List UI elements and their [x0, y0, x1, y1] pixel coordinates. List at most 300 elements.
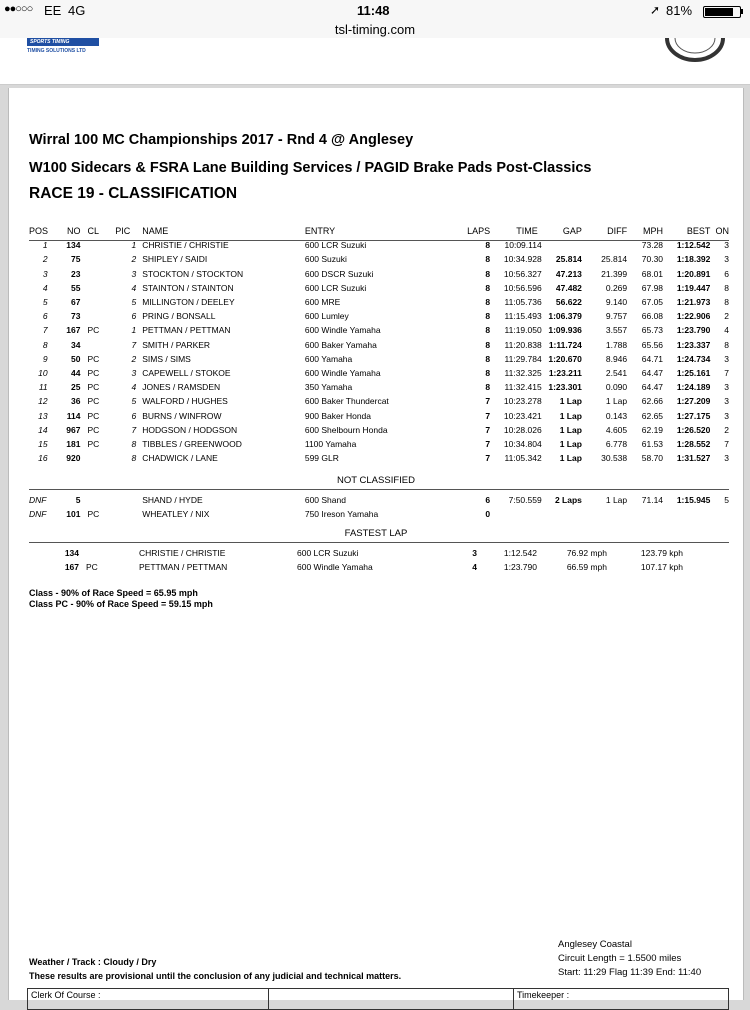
result-row	[29, 338, 729, 352]
result-pic: 3	[131, 368, 137, 379]
result-cl: PC	[87, 368, 100, 379]
battery-percent: 81%	[666, 3, 693, 18]
dnf-pos: DNF	[29, 509, 47, 520]
col-pos: POS	[29, 226, 49, 236]
result-cl: PC	[87, 439, 100, 450]
signature-box	[27, 988, 729, 1010]
result-diff: 30.538	[601, 453, 628, 464]
session-title: RACE 19 - CLASSIFICATION	[29, 185, 238, 202]
result-diff: 9.140	[605, 297, 628, 308]
result-mph: 67.05	[641, 297, 664, 308]
result-best: 1:24.734	[676, 353, 711, 364]
logo-line2: TIMING SOLUTIONS LTD	[27, 48, 86, 54]
result-entry: 600 DSCR Suzuki	[304, 268, 374, 279]
result-on: 2	[724, 311, 729, 322]
result-name: SIMS / SIMS	[142, 353, 191, 364]
signal-icon: ●●○○○	[4, 3, 33, 15]
result-laps: 8	[485, 268, 491, 279]
result-pos: 14	[38, 424, 48, 435]
result-pos: 13	[38, 410, 48, 421]
result-diff: 21.399	[601, 268, 628, 279]
dnf-time: 7:50.559	[508, 495, 542, 505]
dnf-gap	[546, 507, 588, 521]
result-laps: 7	[485, 453, 491, 464]
result-cl	[80, 309, 106, 323]
result-pic: 4	[131, 382, 137, 393]
dnf-no: 5	[75, 495, 81, 505]
result-pos: 7	[42, 325, 48, 336]
dnf-best	[663, 507, 710, 521]
results-table	[29, 224, 729, 465]
result-pos: 10	[38, 368, 48, 379]
result-time: 10:23.278	[503, 396, 542, 407]
fl-kph: 123.79 kph	[640, 548, 683, 558]
result-entry: 600 MRE	[304, 297, 341, 308]
result-laps: 8	[485, 311, 491, 322]
result-pos: 3	[42, 268, 48, 279]
result-laps: 7	[485, 439, 491, 450]
result-mph: 62.65	[641, 410, 664, 421]
not-classified-row	[29, 507, 729, 521]
result-on: 3	[724, 396, 729, 407]
result-best: 1:24.189	[676, 382, 711, 393]
result-on: 8	[724, 297, 729, 308]
result-laps: 7	[485, 410, 491, 421]
result-mph: 65.73	[641, 325, 664, 336]
result-best: 1:27.175	[676, 410, 711, 421]
url-text: tsl-timing.com	[334, 22, 416, 37]
result-laps: 8	[485, 382, 491, 393]
dnf-mph: 71.14	[641, 495, 664, 505]
result-no: 134	[66, 240, 81, 251]
circuit-name: Anglesey Coastal	[558, 939, 632, 950]
class-title: W100 Sidecars & FSRA Lane Building Services / PAGID Brake Pads Post-Classics	[29, 160, 592, 176]
result-pic: 2	[131, 254, 137, 265]
result-on: 4	[724, 325, 729, 336]
results-header-row	[29, 224, 729, 238]
result-name: CHADWICK / LANE	[142, 453, 218, 464]
result-best: 1:23.790	[676, 325, 711, 336]
result-diff: 1.788	[605, 339, 628, 350]
result-mph: 64.71	[641, 353, 664, 364]
result-entry: 600 Suzuki	[304, 254, 347, 265]
result-laps: 8	[485, 240, 491, 251]
result-on: 7	[724, 439, 729, 450]
result-gap: 1 Lap	[559, 439, 582, 450]
timekeeper-label: Timekeeper :	[517, 990, 570, 1000]
location-icon: ➚	[650, 3, 661, 17]
fastest-lap-row	[29, 546, 729, 560]
result-diff: 0.143	[605, 410, 628, 421]
result-name: PETTMAN / PETTMAN	[142, 325, 231, 336]
result-best: 1:31.527	[676, 453, 711, 464]
fl-cl	[79, 546, 104, 560]
dnf-time	[490, 507, 546, 521]
result-time: 11:32.325	[504, 368, 542, 379]
class-pc-speed-note: Class PC - 90% of Race Speed = 59.15 mph	[29, 599, 213, 609]
dnf-entry: 750 Ireson Yamaha	[304, 509, 379, 520]
fastest-lap-divider	[29, 542, 729, 543]
result-no: 67	[70, 297, 81, 308]
fl-kph: 107.17 kph	[640, 562, 683, 573]
not-classified-heading: NOT CLASSIFIED	[337, 475, 415, 486]
dnf-laps: 0	[485, 509, 491, 520]
page-top-strip	[0, 38, 750, 85]
result-pos: 16	[38, 453, 48, 464]
result-gap: 1 Lap	[559, 453, 582, 464]
result-entry: 900 Baker Honda	[304, 410, 372, 421]
result-diff: 3.557	[605, 325, 628, 336]
dnf-no: 101	[66, 509, 81, 520]
result-pic: 6	[131, 410, 137, 421]
result-gap: 1:09.936	[548, 325, 582, 336]
fl-no: 167	[64, 562, 79, 573]
result-laps: 8	[485, 254, 491, 265]
result-on: 8	[724, 282, 729, 293]
result-time: 10:23.421	[503, 410, 542, 421]
result-cl	[80, 267, 106, 281]
result-on: 3	[724, 254, 729, 265]
result-best: 1:22.906	[676, 311, 711, 322]
dnf-pos: DNF	[29, 495, 47, 505]
fl-time: 1:23.790	[503, 562, 537, 573]
result-laps: 8	[485, 339, 491, 350]
result-gap: 47.213	[555, 268, 582, 279]
dnf-pic-empty	[106, 507, 142, 521]
fl-name: PETTMAN / PETTMAN	[139, 562, 228, 573]
results-sheet	[8, 88, 744, 1000]
result-row	[29, 437, 729, 451]
result-no: 75	[70, 254, 81, 265]
result-gap: 47.482	[555, 282, 582, 293]
result-on: 3	[724, 410, 729, 421]
result-best: 1:23.337	[676, 339, 711, 350]
fastest-lap-heading: FASTEST LAP	[344, 528, 408, 539]
carrier-label: EE	[44, 3, 62, 18]
result-name: CAPEWELL / STOKOE	[142, 368, 231, 379]
result-mph: 68.01	[641, 268, 664, 279]
result-best: 1:25.161	[676, 368, 711, 379]
col-name: NAME	[142, 226, 169, 236]
result-best: 1:19.447	[676, 282, 711, 293]
result-entry: 600 Baker Thundercat	[304, 396, 389, 407]
result-best: 1:12.542	[676, 240, 711, 251]
not-classified-row	[29, 493, 729, 507]
result-pic: 7	[131, 339, 137, 350]
result-gap: 1:11.724	[548, 339, 582, 350]
col-best: BEST	[686, 226, 711, 236]
not-classified-divider	[29, 489, 729, 490]
result-time: 10:34.928	[503, 254, 542, 265]
result-pic: 8	[131, 453, 137, 464]
result-pos: 1	[42, 240, 48, 251]
col-on: ON	[715, 226, 729, 236]
result-gap: 1 Lap	[559, 396, 582, 407]
col-time: TIME	[516, 226, 538, 236]
dnf-mph	[631, 507, 663, 521]
col-cl: CL	[87, 226, 99, 236]
result-best: 1:28.552	[676, 439, 711, 450]
result-row	[29, 380, 729, 394]
dnf-diff	[588, 507, 631, 521]
result-name: HODGSON / HODGSON	[142, 424, 238, 435]
result-cl: PC	[87, 353, 100, 364]
result-name: TIBBLES / GREENWOOD	[142, 439, 242, 450]
address-bar[interactable]	[0, 22, 750, 38]
result-pos: 5	[42, 297, 48, 308]
result-entry: 600 Windle Yamaha	[304, 368, 381, 379]
result-time: 11:15.493	[504, 311, 542, 322]
result-on: 3	[724, 382, 729, 393]
result-on: 7	[724, 368, 729, 379]
result-pic: 8	[131, 439, 137, 450]
not-classified-table	[29, 493, 729, 521]
result-cl	[80, 451, 106, 465]
result-entry: 600 LCR Suzuki	[304, 282, 367, 293]
fl-time: 1:12.542	[503, 548, 537, 558]
result-time: 11:05.736	[504, 297, 542, 308]
result-pos: 8	[42, 339, 48, 350]
result-no: 34	[70, 339, 81, 350]
fl-name: CHRISTIE / CHRISTIE	[139, 548, 226, 558]
circuit-length: Circuit Length = 1.5500 miles	[558, 953, 682, 964]
dnf-gap: 2 Laps	[554, 495, 582, 505]
result-laps: 8	[485, 325, 491, 336]
result-pic: 5	[131, 396, 137, 407]
result-no: 181	[66, 439, 81, 450]
result-mph: 66.08	[641, 311, 664, 322]
result-name: STAINTON / STAINTON	[142, 282, 234, 293]
result-pos: 4	[42, 282, 48, 293]
result-laps: 8	[485, 353, 491, 364]
fl-pos-empty	[29, 560, 51, 574]
result-laps: 8	[485, 368, 491, 379]
result-gap: 1:23.301	[548, 382, 582, 393]
result-row	[29, 366, 729, 380]
result-pos: 9	[42, 353, 48, 364]
result-row	[29, 409, 729, 423]
clock: 11:48	[357, 3, 390, 18]
result-pos: 15	[38, 439, 48, 450]
result-mph: 58.70	[641, 453, 664, 464]
result-on: 8	[724, 339, 729, 350]
result-time: 10:28.026	[503, 424, 542, 435]
result-pos: 2	[42, 254, 48, 265]
dnf-laps: 6	[485, 495, 491, 505]
result-gap: 1:20.670	[548, 353, 582, 364]
col-entry: ENTRY	[304, 226, 336, 236]
result-on: 2	[724, 424, 729, 435]
result-laps: 7	[485, 396, 491, 407]
fl-lap: 4	[472, 562, 477, 573]
result-pic: 4	[131, 282, 137, 293]
dnf-cl	[80, 493, 106, 507]
result-no: 73	[70, 311, 81, 322]
fastest-lap-row	[29, 560, 729, 574]
result-diff: 9.757	[605, 311, 628, 322]
result-mph: 67.98	[641, 282, 664, 293]
result-cl	[80, 252, 106, 266]
result-diff: 8.946	[605, 353, 628, 364]
result-mph: 64.47	[641, 368, 664, 379]
result-row	[29, 451, 729, 465]
fl-mph: 76.92 mph	[566, 548, 607, 558]
dnf-on: 5	[724, 495, 729, 505]
result-time: 10:34.804	[503, 439, 542, 450]
result-gap: 56.622	[555, 297, 582, 308]
result-row	[29, 267, 729, 281]
result-on: 3	[724, 353, 729, 364]
result-name: PRING / BONSALL	[142, 311, 216, 322]
result-time: 11:19.050	[504, 325, 542, 336]
fl-lap: 3	[472, 548, 477, 558]
result-row	[29, 309, 729, 323]
result-best: 1:21.973	[676, 297, 711, 308]
signature-divider-1	[268, 989, 269, 1009]
fl-entry: 600 LCR Suzuki	[297, 548, 359, 558]
result-entry: 350 Yamaha	[304, 382, 353, 393]
result-row	[29, 423, 729, 437]
fastest-lap-table	[29, 546, 729, 574]
result-pos: 12	[38, 396, 48, 407]
result-pic: 6	[131, 311, 137, 322]
result-mph: 65.56	[641, 339, 664, 350]
header-divider	[29, 240, 729, 241]
result-diff: 6.778	[605, 439, 628, 450]
result-on: 6	[724, 268, 729, 279]
result-pic: 3	[131, 268, 137, 279]
result-mph: 61.53	[641, 439, 664, 450]
provisional-notice: These results are provisional until the conclusion of any judicial and technical matters.	[29, 971, 402, 981]
fl-pic-empty	[104, 546, 139, 560]
result-mph: 73.28	[641, 240, 664, 251]
col-pic: PIC	[115, 226, 131, 236]
result-time: 11:32.415	[504, 382, 542, 393]
result-time: 10:56.327	[503, 268, 542, 279]
fl-entry: 600 Windle Yamaha	[297, 562, 373, 573]
result-diff: 2.541	[605, 368, 628, 379]
result-entry: 1100 Yamaha	[304, 439, 357, 450]
result-gap: 1:06.379	[548, 311, 582, 322]
result-mph: 62.19	[641, 424, 664, 435]
result-cl	[80, 295, 106, 309]
fl-pos-empty	[29, 546, 51, 560]
result-best: 1:26.520	[676, 424, 711, 435]
result-name: CHRISTIE / CHRISTIE	[142, 240, 229, 251]
result-pos: 11	[38, 382, 48, 393]
result-no: 36	[70, 396, 81, 407]
result-pic: 1	[131, 240, 137, 251]
result-no: 920	[66, 453, 81, 464]
result-cl: PC	[87, 382, 100, 393]
result-pic: 5	[131, 297, 137, 308]
network-label: 4G	[68, 3, 86, 18]
result-entry: 600 LCR Suzuki	[304, 240, 367, 251]
result-mph: 70.30	[641, 254, 664, 265]
result-no: 25	[70, 382, 81, 393]
col-no: NO	[66, 226, 81, 236]
result-diff: 0.090	[605, 382, 628, 393]
fl-end-empty	[683, 560, 729, 574]
result-row	[29, 352, 729, 366]
dnf-on	[710, 507, 729, 521]
result-diff: 0.269	[605, 282, 628, 293]
result-no: 167	[66, 325, 81, 336]
fl-end-empty	[683, 546, 729, 560]
result-cl	[80, 281, 106, 295]
result-name: SMITH / PARKER	[142, 339, 211, 350]
result-entry: 600 Windle Yamaha	[304, 325, 381, 336]
result-no: 44	[70, 368, 81, 379]
clerk-label: Clerk Of Course :	[31, 990, 101, 1000]
result-name: STOCKTON / STOCKTON	[142, 268, 244, 279]
class-speed-note: Class - 90% of Race Speed = 65.95 mph	[29, 588, 198, 598]
result-gap: 1 Lap	[559, 410, 582, 421]
logo-line1: SPORTS TIMING	[27, 38, 99, 46]
dnf-name: SHAND / HYDE	[142, 495, 203, 505]
weather-info: Weather / Track : Cloudy / Dry	[29, 957, 157, 967]
result-on: 3	[724, 453, 729, 464]
result-on: 3	[724, 240, 729, 251]
result-name: BURNS / WINFROW	[142, 410, 222, 421]
timing-logo	[27, 38, 99, 58]
fl-cl: PC	[86, 562, 98, 573]
result-laps: 8	[485, 282, 491, 293]
result-mph: 64.47	[641, 382, 664, 393]
event-title: Wirral 100 MC Championships 2017 - Rnd 4 @ Anglesey	[29, 132, 414, 148]
result-name: WALFORD / HUGHES	[142, 396, 228, 407]
result-time: 11:20.838	[504, 339, 542, 350]
dnf-name: WHEATLEY / NIX	[142, 509, 210, 520]
result-no: 114	[66, 410, 81, 421]
dnf-diff: 1 Lap	[605, 495, 628, 505]
result-name: MILLINGTON / DEELEY	[142, 297, 235, 308]
result-time: 10:56.596	[503, 282, 542, 293]
result-row	[29, 281, 729, 295]
signature-divider-2	[513, 989, 514, 1009]
result-no: 967	[66, 424, 81, 435]
result-no: 50	[70, 353, 81, 364]
result-name: JONES / RAMSDEN	[142, 382, 221, 393]
status-bar	[0, 0, 750, 22]
result-cl	[80, 338, 106, 352]
dnf-entry: 600 Shand	[304, 495, 346, 505]
result-entry: 600 Yamaha	[304, 353, 353, 364]
col-diff: DIFF	[607, 226, 628, 236]
result-cl: PC	[87, 325, 100, 336]
result-best: 1:27.209	[676, 396, 711, 407]
col-laps: LAPS	[467, 226, 491, 236]
result-mph: 62.66	[641, 396, 664, 407]
result-gap: 1 Lap	[559, 424, 582, 435]
result-best: 1:20.891	[676, 268, 711, 279]
result-row	[29, 394, 729, 408]
result-entry: 600 Baker Yamaha	[304, 339, 377, 350]
fl-no: 134	[64, 548, 79, 558]
result-name: SHIPLEY / SAIDI	[142, 254, 208, 265]
result-laps: 7	[485, 424, 491, 435]
result-pic: 1	[131, 325, 137, 336]
motorclub-emblem-icon	[665, 38, 725, 62]
fl-pic-empty	[104, 560, 139, 574]
battery-icon	[703, 6, 741, 18]
result-time: 11:05.342	[504, 453, 542, 464]
result-entry: 599 GLR	[304, 453, 339, 464]
dnf-pic-empty	[106, 493, 142, 507]
result-no: 23	[70, 268, 81, 279]
dnf-best: 1:15.945	[676, 495, 711, 505]
result-entry: 600 Lumley	[304, 311, 349, 322]
